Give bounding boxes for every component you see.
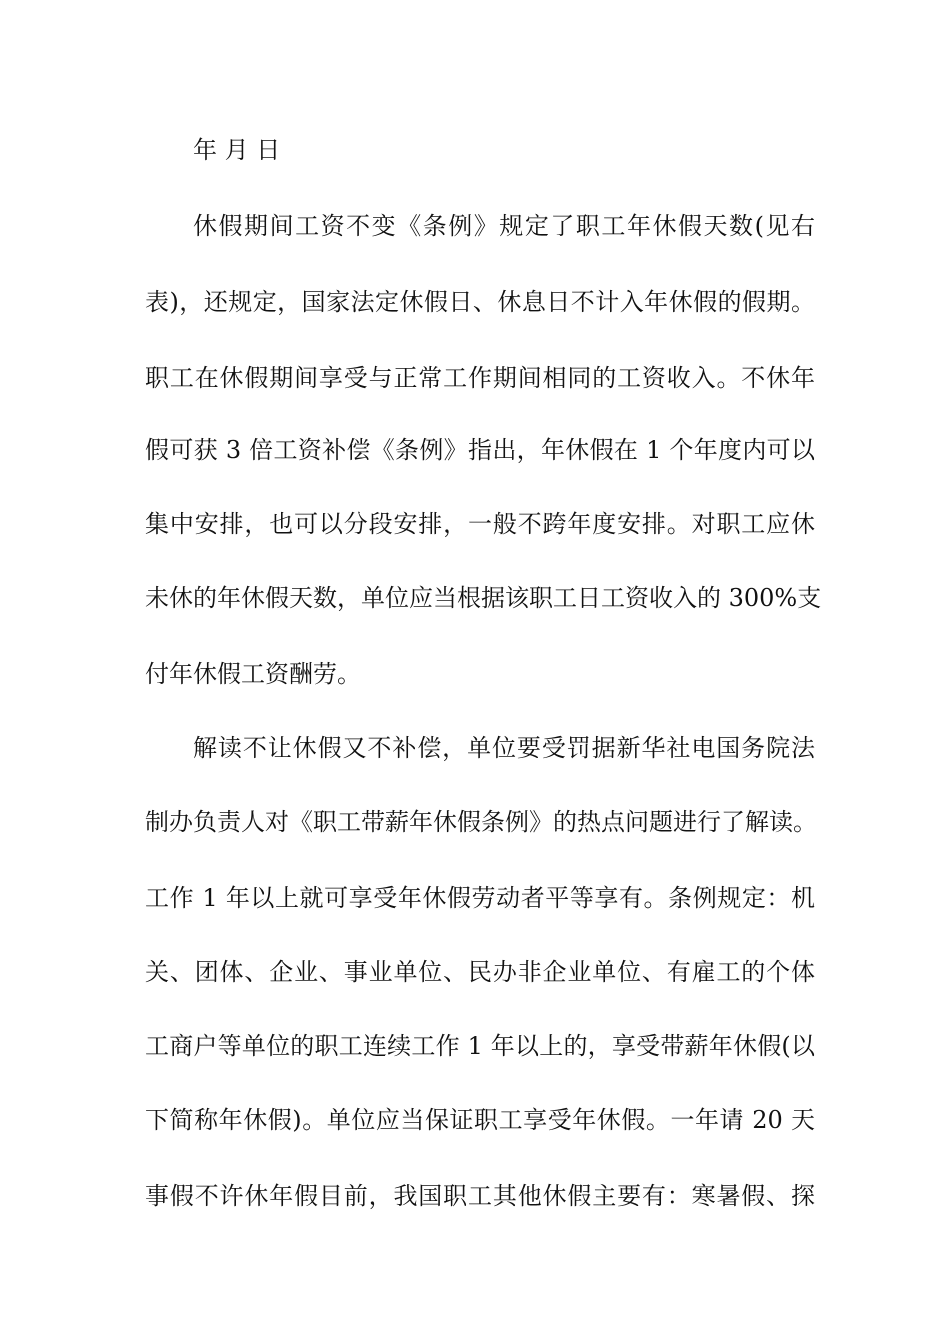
paragraph-line: 表)，还规定，国家法定休假日、休息日不计入年休假的假期。 (145, 288, 815, 316)
paragraph-line: 事假不许休年假目前，我国职工其他休假主要有：寒暑假、探 (145, 1182, 815, 1210)
date-line: 年 月 日 (193, 136, 281, 164)
paragraph-line: 解读不让休假又不补偿，单位要受罚据新华社电国务院法 (193, 734, 815, 762)
paragraph-line: 工作 1 年以上就可享受年休假劳动者平等享有。条例规定：机 (145, 884, 815, 912)
paragraph-line: 职工在休假期间享受与正常工作期间相同的工资收入。不休年 (145, 364, 815, 392)
paragraph-line: 关、团体、企业、事业单位、民办非企业单位、有雇工的个体 (145, 958, 815, 986)
paragraph-line: 工商户等单位的职工连续工作 1 年以上的，享受带薪年休假(以 (145, 1032, 815, 1060)
paragraph-line: 集中安排，也可以分段安排，一般不跨年度安排。对职工应休 (145, 510, 815, 538)
paragraph-line: 制办负责人对《职工带薪年休假条例》的热点问题进行了解读。 (145, 808, 817, 836)
paragraph-line: 付年休假工资酬劳。 (145, 660, 361, 688)
paragraph-line: 下简称年休假)。单位应当保证职工享受年休假。一年请 20 天 (145, 1106, 815, 1134)
paragraph-line: 休假期间工资不变《条例》规定了职工年休假天数(见右 (193, 212, 815, 240)
paragraph-line: 假可获 3 倍工资补偿《条例》指出，年休假在 1 个年度内可以 (145, 436, 815, 464)
paragraph-line: 未休的年休假天数，单位应当根据该职工日工资收入的 300%支 (145, 584, 822, 612)
